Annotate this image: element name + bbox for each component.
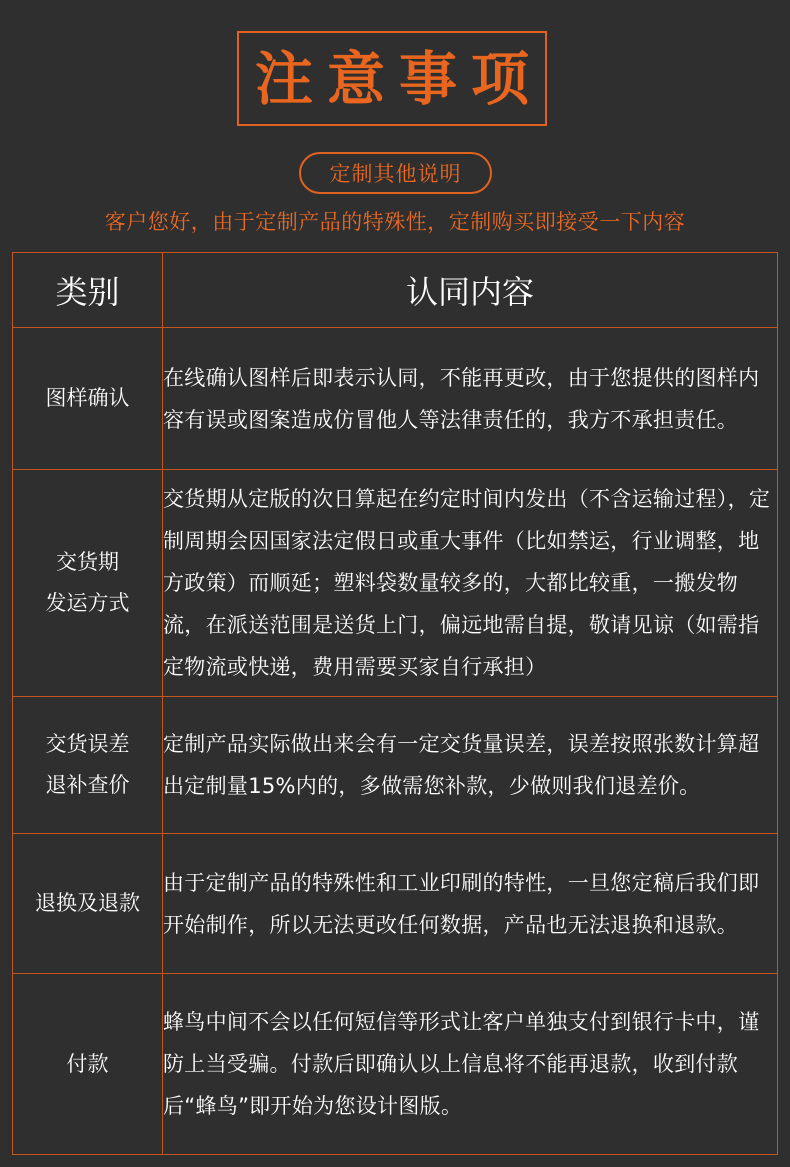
- content-cell: 交货期从定版的次日算起在约定时间内发出（不含运输过程），定制周期会因国家法定假日或重大事件（比如禁运，行业调整，地方政策）而顺延；塑料袋数量较多的，大都比较重，一搬发物流，在派送范围是送货上门，偏远地需自提，敬请见谅（如需指定物流或快递，费用需要买家自行承担）: [163, 470, 778, 697]
- category-cell: [13, 834, 163, 974]
- notice-table: [12, 252, 778, 1155]
- category-label: 退补查价: [45, 773, 130, 797]
- category-label: 发运方式: [45, 591, 130, 615]
- intro-text: 客户您好，由于定制产品的特殊性，定制购买即接受一下内容: [104, 210, 686, 234]
- category-label: 交货期: [56, 550, 119, 574]
- category-cell: [13, 697, 163, 834]
- column-header-category: 类别: [13, 253, 163, 328]
- column-header-content: 认同内容: [163, 253, 778, 328]
- table-row: [13, 834, 778, 974]
- content-cell: 由于定制产品的特殊性和工业印刷的特性，一旦您定稿后我们即开始制作，所以无法更改任何数据，产品也无法退换和退款。: [163, 834, 778, 974]
- table-row: [13, 470, 778, 697]
- content-cell: 蜂鸟中间不会以任何短信等形式让客户单独支付到银行卡中，谨防上当受骗。付款后即确认以上信息将不能再退款，收到付款后“蜂鸟”即开始为您设计图版。: [163, 974, 778, 1155]
- category-label: 付款: [66, 1051, 109, 1076]
- table-row: [13, 974, 778, 1155]
- category-label: 图样确认: [45, 386, 130, 410]
- category-cell: [13, 470, 163, 697]
- category-label: 退换及退款: [35, 891, 140, 915]
- subtitle-badge: 定制其他说明: [299, 152, 492, 194]
- category-cell: [13, 328, 163, 470]
- title-box: [237, 31, 547, 126]
- page-title: 注意事项: [254, 44, 543, 113]
- table-row: [13, 697, 778, 834]
- content-cell: 在线确认图样后即表示认同，不能再更改，由于您提供的图样内容有误或图案造成仿冒他人等法律责任的，我方不承担责任。: [163, 328, 778, 470]
- content-cell: 定制产品实际做出来会有一定交货量误差，误差按照张数计算超出定制量15%内的，多做需您补款，少做则我们退差价。: [163, 697, 778, 834]
- table-header-row: [13, 253, 778, 328]
- category-label: 交货误差: [45, 732, 130, 756]
- table-row: [13, 328, 778, 470]
- category-cell: [13, 974, 163, 1155]
